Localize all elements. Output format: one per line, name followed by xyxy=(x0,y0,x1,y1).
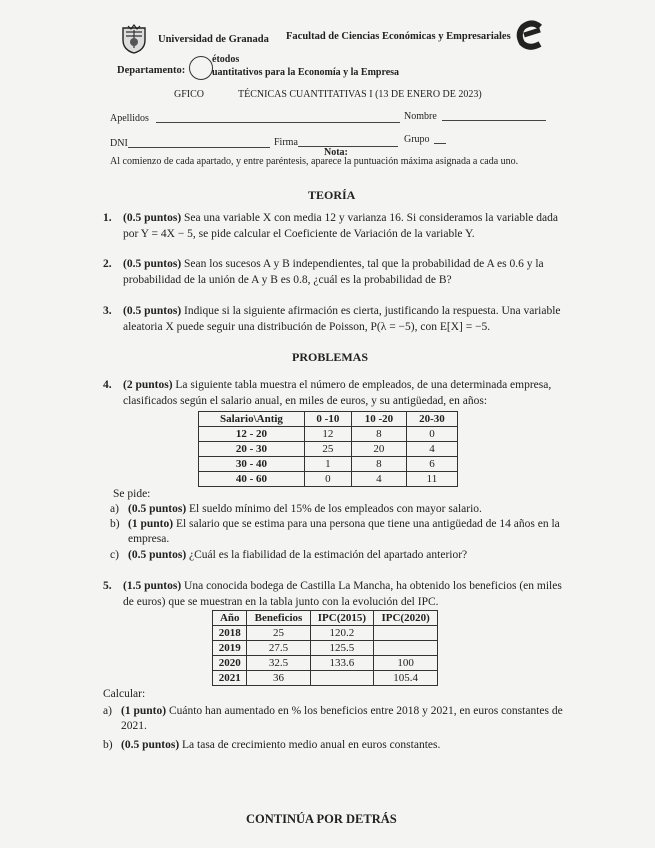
question-2: 2. (0.5 puntos) Sean los sucesos A y B independientes, tal que la probabilidad de A es 0.6 y la probabilidad de la unión de A y B es 0.8, ¿cuál es la probabilidad de B? xyxy=(103,258,544,286)
instructions: Al comienzo de cada apartado, y entre paréntesis, aparece la puntuación máxima asignada a cada uno. xyxy=(110,156,519,167)
table1-header-cell: Salario\Antig xyxy=(199,412,305,427)
footer-continue: CONTINÚA POR DETRÁS xyxy=(246,812,397,826)
table-cell: 11 xyxy=(406,472,457,487)
table-cell: 105.4 xyxy=(374,671,438,686)
question-5a: a) (1 punto) Cuánto han aumentado en % los beneficios entre 2018 y 2021, en euros constantes de 2021. xyxy=(103,705,563,732)
nombre-field[interactable] xyxy=(442,110,546,121)
faculty-logo-icon xyxy=(514,18,548,52)
table-cell: 25 xyxy=(247,626,310,641)
table1-header-cell: 10 -20 xyxy=(351,412,406,427)
grupo-label: Grupo xyxy=(404,134,430,145)
table-cell: 36 xyxy=(247,671,310,686)
table-cell: 20 xyxy=(351,442,406,457)
question-4a: a) (0.5 puntos) El sueldo mínimo del 15% de los empleados con mayor salario. xyxy=(110,503,482,515)
table-cell: 120.2 xyxy=(310,626,374,641)
university-name: Universidad de Granada xyxy=(158,34,269,45)
table-cell: 0 xyxy=(304,472,351,487)
table-cell: 8 xyxy=(351,457,406,472)
table-cell xyxy=(374,641,438,656)
table-cell: 0 xyxy=(406,427,457,442)
table1-header-cell: 20-30 xyxy=(406,412,457,427)
question-4c: c) (0.5 puntos) ¿Cuál es la fiabilidad de la estimación del apartado anterior? xyxy=(110,549,468,561)
problemas-heading: PROBLEMAS xyxy=(292,350,369,364)
table-row xyxy=(199,457,458,472)
table-row xyxy=(213,671,438,686)
table1-header-row xyxy=(199,412,458,427)
employees-table xyxy=(198,411,458,487)
table2-header-cell: Año xyxy=(213,611,247,626)
nombre-label: Nombre xyxy=(404,111,437,122)
table-cell: 2020 xyxy=(213,656,247,671)
table-cell: 2019 xyxy=(213,641,247,656)
apellidos-field[interactable] xyxy=(156,112,400,123)
dni-label: DNI xyxy=(110,138,128,149)
apellidos-label: Apellidos xyxy=(110,113,149,124)
university-crest-icon xyxy=(120,24,148,54)
table1-header-cell: 0 -10 xyxy=(304,412,351,427)
table-cell: 133.6 xyxy=(310,656,374,671)
firma-field[interactable] xyxy=(298,136,398,147)
table-cell: 12 - 20 xyxy=(199,427,305,442)
table2-header-cell: Beneficios xyxy=(247,611,310,626)
table-cell: 6 xyxy=(406,457,457,472)
table-cell: 40 - 60 xyxy=(199,472,305,487)
table-row xyxy=(213,641,438,656)
gfico-code: GFICO xyxy=(174,89,205,100)
table-row xyxy=(213,626,438,641)
course-title: TÉCNICAS CUANTITATIVAS I (13 DE ENERO DE 2023) xyxy=(238,89,482,100)
department-line1: étodos xyxy=(212,54,240,65)
calcular-label: Calcular: xyxy=(103,688,146,700)
table-cell: 125.5 xyxy=(310,641,374,656)
table-cell xyxy=(310,671,374,686)
question-1: 1. (0.5 puntos) Sea una variable X con media 12 y varianza 16. Si consideramos la variable dada por Y = 4X − 5, se pide calcular el Coeficiente de Variación de la variable Y. xyxy=(103,212,558,240)
table-cell: 2021 xyxy=(213,671,247,686)
table-cell: 27.5 xyxy=(247,641,310,656)
table-cell: 30 - 40 xyxy=(199,457,305,472)
question-5b: b) (0.5 puntos) La tasa de crecimiento medio anual en euros constantes. xyxy=(103,739,441,751)
table-cell: 1 xyxy=(304,457,351,472)
table-cell: 8 xyxy=(351,427,406,442)
grupo-field[interactable] xyxy=(434,133,446,144)
table-cell xyxy=(374,626,438,641)
table-cell: 2018 xyxy=(213,626,247,641)
se-pide-label: Se pide: xyxy=(113,488,151,500)
table-cell: 12 xyxy=(304,427,351,442)
teoria-heading: TEORÍA xyxy=(308,188,356,202)
table-row xyxy=(199,442,458,457)
department-label: Departamento: xyxy=(117,65,186,76)
table-cell: 32.5 xyxy=(247,656,310,671)
firma-label: Firma xyxy=(274,137,298,148)
table-row xyxy=(199,427,458,442)
table-cell: 4 xyxy=(406,442,457,457)
question-3: 3. (0.5 puntos) Indique si la siguiente afirmación es cierta, justificando la respuesta. Una variable aleatoria X puede seguir una distribución de Poisson, P(λ = −5), con E[X] = −5. xyxy=(103,305,561,333)
department-line2: uantitativos para la Economía y la Empresa xyxy=(212,67,400,78)
table2-header-cell: IPC(2020) xyxy=(374,611,438,626)
table-cell: 20 - 30 xyxy=(199,442,305,457)
question-4b: b) (1 punto) El salario que se estima para una persona que tiene una antigüedad de 14 años en la empresa. xyxy=(110,518,560,545)
faculty-name: Facultad de Ciencias Económicas y Empresariales xyxy=(286,31,511,42)
department-logo-circle xyxy=(189,56,213,80)
table-row xyxy=(199,472,458,487)
table-cell: 100 xyxy=(374,656,438,671)
dni-field[interactable] xyxy=(128,137,270,148)
table-row xyxy=(213,656,438,671)
table2-header-cell: IPC(2015) xyxy=(310,611,374,626)
nota-label: Nota: xyxy=(324,147,348,158)
table2-header-row xyxy=(213,611,438,626)
question-5: 5. (1.5 puntos) Una conocida bodega de Castilla La Mancha, ha obtenido los beneficios (en miles de euros) que se muestran en la tabla junto con la evolución del IPC. xyxy=(103,580,562,608)
profits-table xyxy=(212,610,438,686)
table-cell: 25 xyxy=(304,442,351,457)
table-cell: 4 xyxy=(351,472,406,487)
question-4: 4. (2 puntos) La siguiente tabla muestra el número de empleados, de una determinada empresa, clasificados según el salario anual, en miles de euros, y su antigüedad, en años: xyxy=(103,379,552,407)
